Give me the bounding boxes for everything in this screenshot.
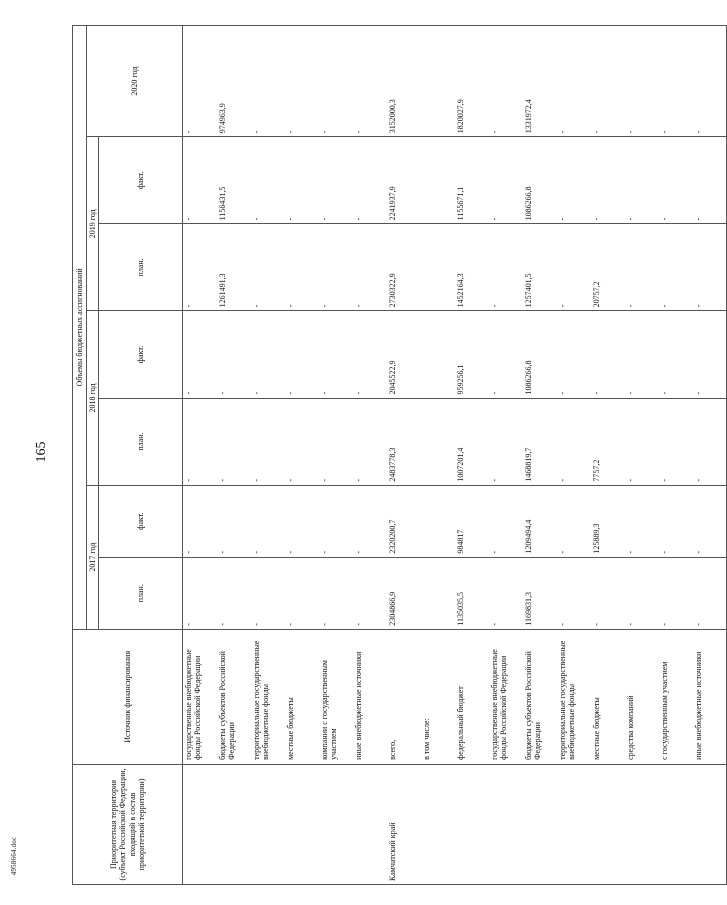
value-cell: -: [557, 224, 591, 311]
value-cell: 2241937,9: [387, 137, 421, 224]
territory-cell: [591, 764, 625, 884]
table-row: [489, 26, 523, 885]
source-cell: государственные внебюджетные фонды Российской Федерации: [489, 629, 523, 764]
territory-cell: [421, 764, 455, 884]
value-cell: -: [319, 26, 353, 137]
table-row: [319, 26, 353, 885]
value-cell: -: [659, 485, 693, 557]
value-cell: 1261491,3: [217, 224, 251, 311]
source-cell: территориальные государственные внебюджетные фонды: [557, 629, 591, 764]
value-cell: -: [489, 311, 523, 398]
value-cell: -: [557, 26, 591, 137]
table-row: [693, 26, 727, 885]
value-cell: -: [319, 557, 353, 629]
budget-table-container: [72, 25, 703, 885]
value-cell: -: [183, 398, 217, 485]
value-cell: [421, 224, 455, 311]
territory-cell: [217, 764, 251, 884]
budget-table: [72, 25, 727, 885]
header-fact-2017: факт.: [99, 485, 183, 557]
territory-cell: [285, 764, 319, 884]
value-cell: -: [183, 224, 217, 311]
value-cell: -: [217, 485, 251, 557]
value-cell: -: [693, 485, 727, 557]
page-number: 165: [34, 441, 49, 463]
header-year-2019: 2019 год: [87, 137, 99, 311]
value-cell: -: [353, 557, 387, 629]
table-row: [455, 26, 489, 885]
value-cell: -: [489, 485, 523, 557]
value-cell: -: [353, 224, 387, 311]
value-cell: -: [557, 557, 591, 629]
value-cell: -: [217, 398, 251, 485]
value-cell: 1007201,4: [455, 398, 489, 485]
table-body: [183, 26, 727, 885]
source-cell: с государственным участием: [659, 629, 693, 764]
value-cell: -: [591, 137, 625, 224]
table-row: [523, 26, 557, 885]
value-cell: 1155671,1: [455, 137, 489, 224]
value-cell: -: [693, 26, 727, 137]
value-cell: -: [659, 137, 693, 224]
value-cell: -: [659, 398, 693, 485]
territory-cell: [319, 764, 353, 884]
source-cell: бюджеты субъектов Российской Федерации: [217, 629, 251, 764]
value-cell: -: [557, 311, 591, 398]
value-cell: -: [659, 26, 693, 137]
territory-cell: [693, 764, 727, 884]
table-row: [183, 26, 217, 885]
value-cell: -: [217, 311, 251, 398]
source-cell: средства компаний: [625, 629, 659, 764]
value-cell: -: [489, 26, 523, 137]
value-cell: 7757,2: [591, 398, 625, 485]
header-plan-2017: план.: [99, 557, 183, 629]
table-row: [557, 26, 591, 885]
value-cell: -: [285, 398, 319, 485]
territory-cell: [625, 764, 659, 884]
value-cell: -: [251, 485, 285, 557]
source-cell: местные бюджеты: [591, 629, 625, 764]
value-cell: [421, 311, 455, 398]
value-cell: -: [251, 137, 285, 224]
value-cell: 1135035,5: [455, 557, 489, 629]
value-cell: -: [693, 224, 727, 311]
value-cell: -: [353, 137, 387, 224]
value-cell: -: [183, 26, 217, 137]
value-cell: -: [251, 557, 285, 629]
value-cell: -: [183, 137, 217, 224]
value-cell: -: [693, 557, 727, 629]
table-row: [625, 26, 659, 885]
value-cell: 1169831,3: [523, 557, 557, 629]
value-cell: -: [285, 485, 319, 557]
value-cell: 974963,9: [217, 26, 251, 137]
value-cell: -: [285, 557, 319, 629]
table-row: [251, 26, 285, 885]
value-cell: -: [489, 557, 523, 629]
value-cell: -: [625, 485, 659, 557]
source-cell: иные внебюджетные источники: [693, 629, 727, 764]
value-cell: 1257401,5: [523, 224, 557, 311]
value-cell: 1820027,9: [455, 26, 489, 137]
value-cell: 959256,1: [455, 311, 489, 398]
territory-cell: [353, 764, 387, 884]
value-cell: -: [251, 311, 285, 398]
value-cell: -: [591, 26, 625, 137]
value-cell: -: [557, 485, 591, 557]
source-cell: компании с государственным участием: [319, 629, 353, 764]
value-cell: -: [625, 26, 659, 137]
value-cell: 1156431,5: [217, 137, 251, 224]
value-cell: -: [319, 137, 353, 224]
source-cell: всего,: [387, 629, 421, 764]
value-cell: 3152000,3: [387, 26, 421, 137]
header-volumes: Объемы бюджетных ассигнований: [73, 26, 87, 630]
value-cell: 1468819,7: [523, 398, 557, 485]
value-cell: -: [251, 26, 285, 137]
value-cell: -: [693, 398, 727, 485]
territory-cell: [489, 764, 523, 884]
value-cell: -: [285, 311, 319, 398]
table-row: [659, 26, 693, 885]
source-cell: местные бюджеты: [285, 629, 319, 764]
source-cell: государственные внебюджетные фонды Российской Федерации: [183, 629, 217, 764]
value-cell: 2045522,9: [387, 311, 421, 398]
document-id: 4958664.doc: [10, 836, 18, 876]
territory-cell: [455, 764, 489, 884]
value-cell: -: [489, 224, 523, 311]
value-cell: 1209494,4: [523, 485, 557, 557]
value-cell: 984817: [455, 485, 489, 557]
value-cell: -: [693, 311, 727, 398]
table-row: [217, 26, 251, 885]
value-cell: -: [319, 311, 353, 398]
value-cell: -: [693, 137, 727, 224]
source-cell: федеральный бюджет: [455, 629, 489, 764]
value-cell: -: [319, 398, 353, 485]
table-row: [285, 26, 319, 885]
table-row: [387, 26, 421, 885]
territory-cell: [557, 764, 591, 884]
value-cell: -: [285, 26, 319, 137]
territory-cell: [183, 764, 217, 884]
value-cell: 2304866,9: [387, 557, 421, 629]
value-cell: -: [625, 557, 659, 629]
source-cell: бюджеты субъектов Российской Федерации: [523, 629, 557, 764]
value-cell: -: [625, 224, 659, 311]
source-cell: территориальные государственные внебюджетные фонды: [251, 629, 285, 764]
value-cell: -: [319, 485, 353, 557]
value-cell: [421, 485, 455, 557]
value-cell: -: [659, 224, 693, 311]
value-cell: 1086266,8: [523, 311, 557, 398]
value-cell: -: [285, 224, 319, 311]
value-cell: [421, 26, 455, 137]
territory-cell: [523, 764, 557, 884]
value-cell: [421, 137, 455, 224]
value-cell: -: [557, 137, 591, 224]
value-cell: -: [659, 311, 693, 398]
value-cell: -: [489, 398, 523, 485]
value-cell: -: [285, 137, 319, 224]
value-cell: 1086266,8: [523, 137, 557, 224]
source-cell: в том числе:: [421, 629, 455, 764]
value-cell: -: [183, 311, 217, 398]
value-cell: 125889,3: [591, 485, 625, 557]
value-cell: -: [489, 137, 523, 224]
table-row: [591, 26, 625, 885]
value-cell: -: [353, 485, 387, 557]
value-cell: -: [625, 398, 659, 485]
value-cell: -: [353, 398, 387, 485]
territory-cell: Камчатский край: [387, 764, 421, 884]
value-cell: 1331972,4: [523, 26, 557, 137]
table-row: [353, 26, 387, 885]
value-cell: -: [625, 137, 659, 224]
header-fact-2019: факт.: [99, 137, 183, 224]
value-cell: -: [591, 311, 625, 398]
value-cell: [421, 398, 455, 485]
value-cell: -: [659, 557, 693, 629]
value-cell: 20757,2: [591, 224, 625, 311]
value-cell: -: [251, 224, 285, 311]
value-cell: -: [591, 557, 625, 629]
header-fact-2018: факт.: [99, 311, 183, 398]
value-cell: -: [557, 398, 591, 485]
value-cell: 1452164,3: [455, 224, 489, 311]
value-cell: -: [251, 398, 285, 485]
header-territory: Приоритетная территория (субъект Российской Федерации, входящий в состав приоритетной территории): [73, 764, 183, 884]
value-cell: [421, 557, 455, 629]
value-cell: 2730322,9: [387, 224, 421, 311]
value-cell: 2483778,3: [387, 398, 421, 485]
header-year-2020: 2020 год: [87, 26, 183, 137]
value-cell: -: [183, 485, 217, 557]
value-cell: 2320200,7: [387, 485, 421, 557]
header-year-2018: 2018 год: [87, 311, 99, 485]
territory-cell: [659, 764, 693, 884]
header-plan-2018: план.: [99, 398, 183, 485]
value-cell: -: [319, 224, 353, 311]
value-cell: -: [625, 311, 659, 398]
header-plan-2019: план.: [99, 224, 183, 311]
territory-cell: [251, 764, 285, 884]
source-cell: иные внебюджетные источники: [353, 629, 387, 764]
value-cell: -: [353, 311, 387, 398]
value-cell: -: [353, 26, 387, 137]
value-cell: -: [183, 557, 217, 629]
header-source: Источник финансирования: [73, 629, 183, 764]
value-cell: -: [217, 557, 251, 629]
header-year-2017: 2017 год: [87, 485, 99, 629]
table-row: [421, 26, 455, 885]
